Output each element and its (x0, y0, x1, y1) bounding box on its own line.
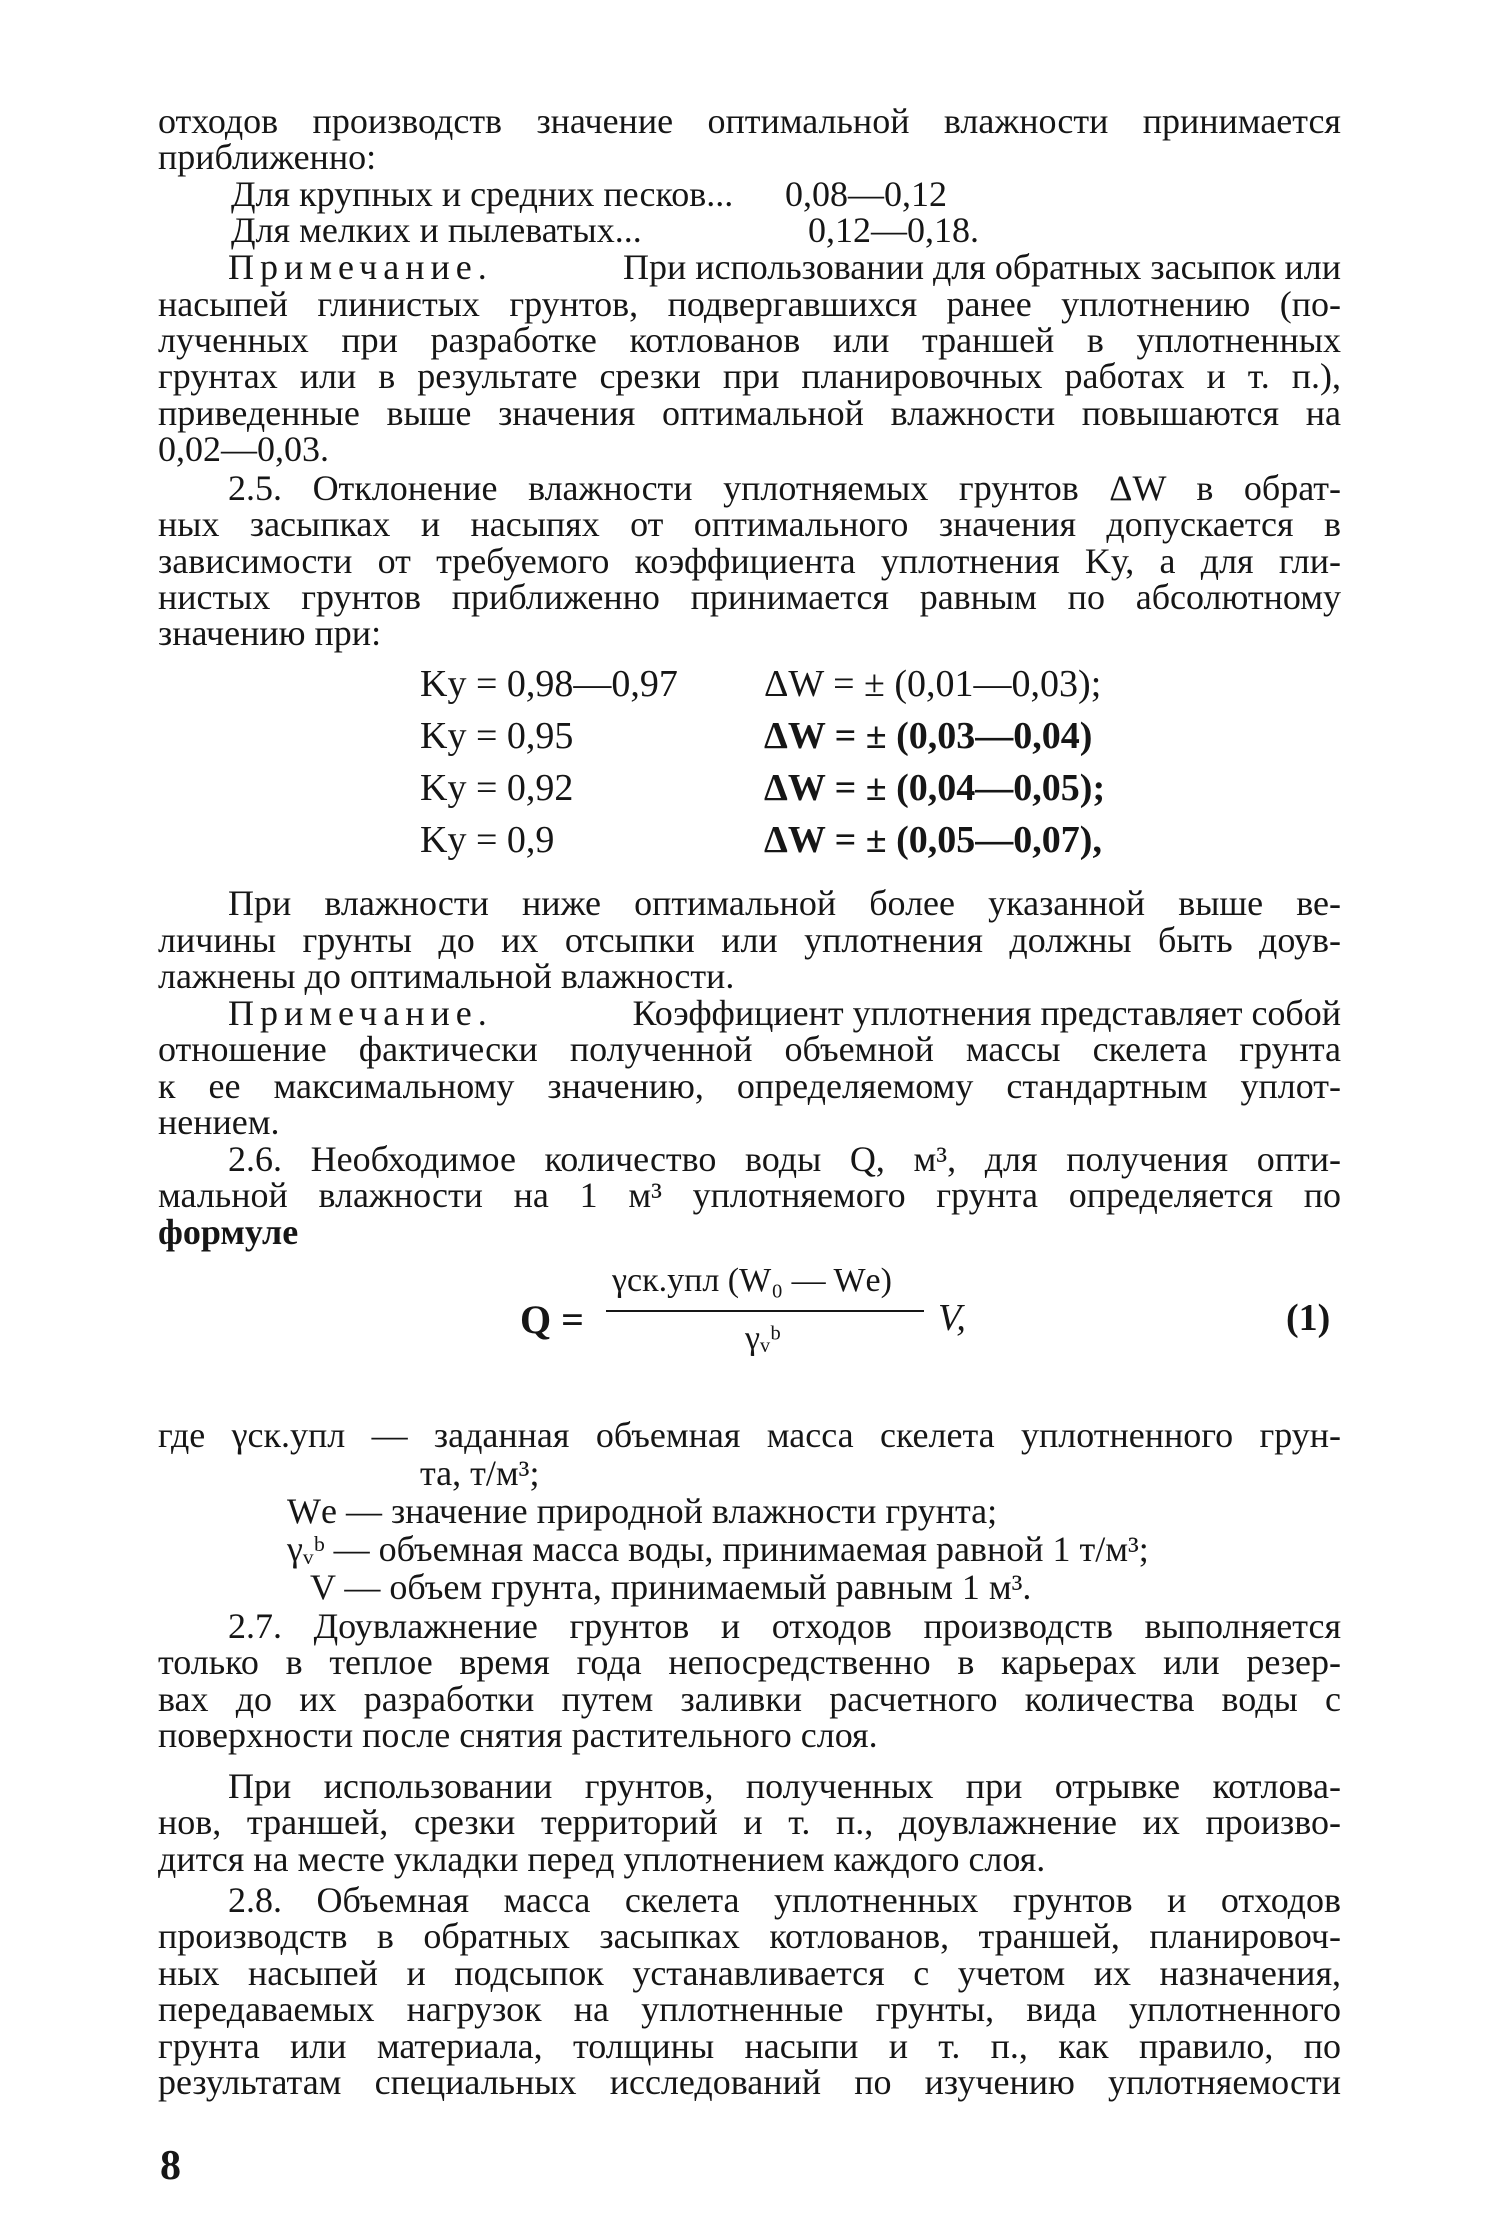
formula-fraction-bar (606, 1310, 924, 1312)
use-line-3: дится на месте укладки перед уплотнением каждого слоя. (158, 1839, 1046, 1879)
intro-item-1-label: Для крупных и средних песков... (231, 174, 734, 214)
note1-line-1-rest: При использовании для обратных засыпок или (623, 247, 1341, 287)
s27-line-2: только в теплое время года непосредственно в карьерах или резер- (158, 1642, 1341, 1682)
note2-heading: Примечание. (228, 993, 493, 1033)
formula-number: (1) (1286, 1297, 1331, 1339)
note1-line-1 (228, 249, 1341, 286)
s25-line-5: значению при: (158, 613, 382, 653)
intro-line-2: приближенно: (158, 137, 377, 177)
s25-line-3: зависимости от требуемого коэффициента уплотнения Kу, а для гли- (158, 541, 1341, 581)
s25-line-1: 2.5. Отклонение влажности уплотняемых грунтов ΔW в обрат- (228, 468, 1341, 508)
note2-line-1 (228, 995, 1341, 1032)
use-line-1: При использовании грунтов, полученных при отрывке котлова- (228, 1766, 1341, 1806)
note2-line-1-rest: Коэффициент уплотнения представляет собой (632, 993, 1341, 1033)
s27-line-3: вах до их разработки путем заливки расчетного количества воды с (158, 1679, 1341, 1719)
s28-line-3: ных насыпей и подсыпок устанавливается с учетом их назначения, (158, 1953, 1341, 1993)
table-row-4-k: Kу = 0,9 (420, 819, 555, 861)
note1-line-2: насыпей глинистых грунтов, подвергавшихся ранее уплотнению (по- (158, 284, 1341, 324)
s28-line-2: производств в обратных засыпках котлованов, траншей, планировоч- (158, 1916, 1341, 1956)
note2-line-4: нением. (158, 1102, 280, 1142)
where-line-4: γᵥᵇ — объемная масса воды, принимаемая равной 1 т/м³; (287, 1529, 1149, 1569)
s28-line-5: грунта или материала, толщины насыпи и т. п., как правило, по (158, 2026, 1341, 2066)
table-row-3-k: Kу = 0,92 (420, 767, 574, 809)
note1-line-5: приведенные выше значения оптимальной влажности повышаются на (158, 393, 1341, 433)
where-line-3: Wе — значение природной влажности грунта; (287, 1491, 998, 1531)
note2-line-2: отношение фактически полученной объемной массы скелета грунта (158, 1029, 1341, 1069)
after-table-line-3: лажнены до оптимальной влажности. (158, 956, 735, 996)
after-table-line-2: личины грунты до их отсыпки или уплотнения должны быть доув- (158, 920, 1341, 960)
table-row-1-w: ΔW = ± (0,01—0,03); (764, 663, 1102, 705)
s26-line-2: мальной влажности на 1 м³ уплотняемого грунта определяется по (158, 1175, 1341, 1215)
s28-line-4: передаваемых нагрузок на уплотненные грунты, вида уплотненного (158, 1989, 1341, 2029)
table-row-3-w: ΔW = ± (0,04—0,05); (764, 767, 1106, 809)
where-line-2: та, т/м³; (420, 1453, 540, 1493)
use-line-2: нов, траншей, срезки территорий и т. п., доувлажнение их произво- (158, 1802, 1341, 1842)
note1-line-3: лученных при разработке котлованов или траншей в уплотненных (158, 320, 1341, 360)
formula-lhs: Q = (520, 1297, 584, 1342)
note1-line-4: грунтах или в результате срезки при планировочных работах и т. п.), (158, 356, 1341, 396)
page-number: 8 (160, 2143, 181, 2189)
note1-line-6: 0,02—0,03. (158, 429, 329, 469)
where-line-1: где γск.упл — заданная объемная масса скелета уплотненного грун- (158, 1415, 1341, 1455)
table-row-2-k: Kу = 0,95 (420, 715, 574, 757)
s26-line-3: формуле (158, 1212, 299, 1252)
s28-line-6: результатам специальных исследований по изучению уплотняемости (158, 2062, 1341, 2102)
s25-line-2: ных засыпках и насыпях от оптимального значения допускается в (158, 504, 1341, 544)
formula-tail: V, (938, 1297, 966, 1339)
table-row-1-k: Kу = 0,98—0,97 (420, 663, 678, 705)
formula-denominator: γᵥᵇ (745, 1320, 781, 1357)
table-row-4-w: ΔW = ± (0,05—0,07), (764, 819, 1102, 861)
s27-line-1: 2.7. Доувлажнение грунтов и отходов производств выполняется (228, 1606, 1341, 1646)
where-line-5: V — объем грунта, принимаемый равным 1 м³. (310, 1567, 1032, 1607)
intro-item-1-value: 0,08—0,12 (785, 174, 947, 214)
table-row-2-w: ΔW = ± (0,03—0,04) (764, 715, 1093, 757)
s28-line-1: 2.8. Объемная масса скелета уплотненных грунтов и отходов (228, 1880, 1341, 1920)
intro-item-2-label: Для мелких и пылеватых... (231, 210, 642, 250)
note2-line-3: к ее максимальному значению, определяемому стандартным уплот- (158, 1066, 1341, 1106)
intro-line-1: отходов производств значение оптимальной влажности принимается (158, 101, 1341, 141)
formula-numerator: γск.упл (W₀ — Wе) (612, 1262, 892, 1299)
s26-line-1: 2.6. Необходимое количество воды Q, м³, для получения опти- (228, 1139, 1341, 1179)
intro-item-2-value: 0,12—0,18. (808, 210, 979, 250)
s25-line-4: нистых грунтов приближенно принимается равным по абсолютному (158, 577, 1341, 617)
note1-heading: Примечание. (228, 247, 493, 287)
s27-line-4: поверхности после снятия растительного слоя. (158, 1715, 878, 1755)
after-table-line-1: При влажности ниже оптимальной более указанной выше ве- (228, 883, 1341, 923)
